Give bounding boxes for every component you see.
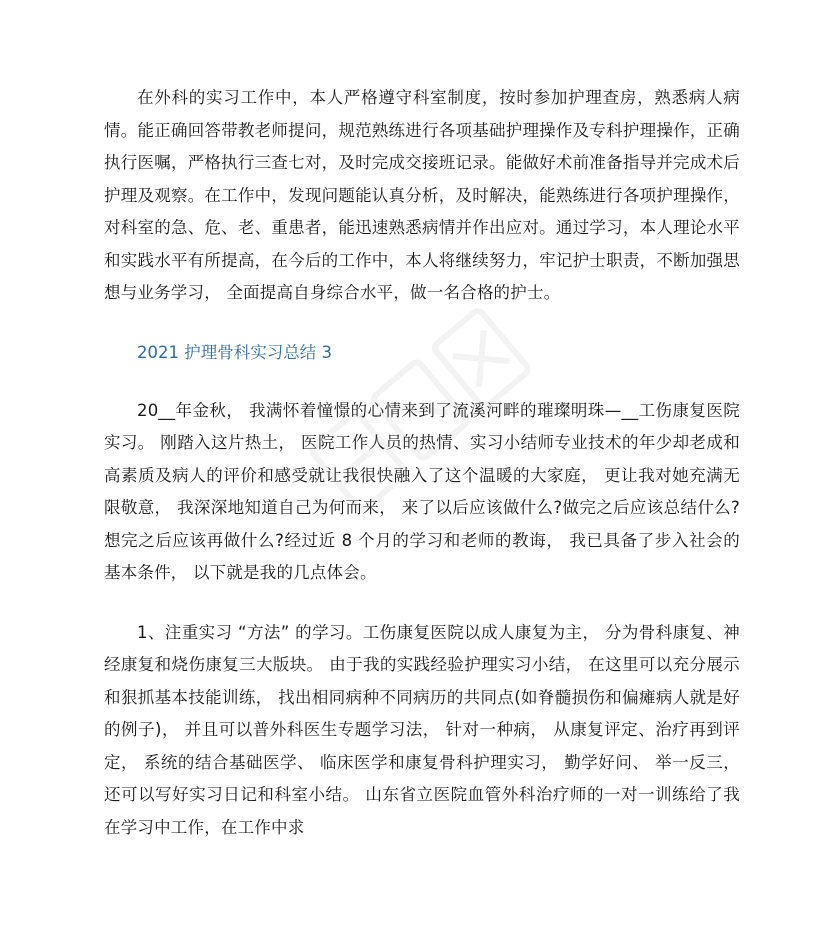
paragraph-arrival: 20__年金秋， 我满怀着憧憬的心情来到了流溪河畔的璀璨明珠—__工伤康复医院实习。 刚踏入这片热土， 医院工作人员的热情、实习小结师专业技术的年少却老成和高素质及病人的评价和感受就让我很快融入了这个温暖的大家庭， 更让我对她充满无限敬意， 我深深地知道自己为何而来， 来了以后应该做什么?做完之后应该总结什么?想完之后应该再做什么?经过近 8 个月的学习和老师的教诲， 我已具备了步入社会的基本条件， 以下就是我的几点体会。 bbox=[104, 400, 740, 582]
paragraph-internship-surgery: 在外科的实习工作中，本人严格遵守科室制度，按时参加护理查房，熟悉病人病情。能正确回答带教老师提问，规范熟练进行各项基础护理操作及专科护理操作，正确执行医嘱，严格执行三查七对，及时完成交接班记录。能做好术前准备指导并完成术后护理及观察。在工作中，发现问题能认真分析，及时解决，能熟练进行各项护理操作，对科室的急、危、老、重患者，能迅速熟悉病情并作出应对。通过学习，本人理论水平和实践水平有所提高，在今后的工作中，本人将继续努力，牢记护士职责，不断加强思想与业务学习， 全面提高自身综合水平，做一名合格的护士。 bbox=[104, 88, 740, 302]
section-heading: 2021 护理骨科实习总结 3 bbox=[137, 342, 332, 362]
paragraph-methods: 1、注重实习 “方法” 的学习。工伤康复医院以成人康复为主， 分为骨科康复、神经康复和烧伤康复三大版块。 由于我的实践经验护理实习小结， 在这里可以充分展示和狠抓基本技能训练， 找出相同病种不同病历的共同点(如脊髓损伤和偏瘫病人就是好的例子)， 并且可以普外科医生专题学习法， 针对一种病， 从康复评定、治疗再到评定， 系统的结合基础医学、 临床医学和康复骨科护理实习， 勤学好问、 举一反三， 还可以写好实习日记和科室小结。 山东省立医院血管外科治疗师的一对一训练给了我在学习中工作，在工作中求 bbox=[104, 622, 740, 837]
document-body bbox=[104, 82, 740, 844]
